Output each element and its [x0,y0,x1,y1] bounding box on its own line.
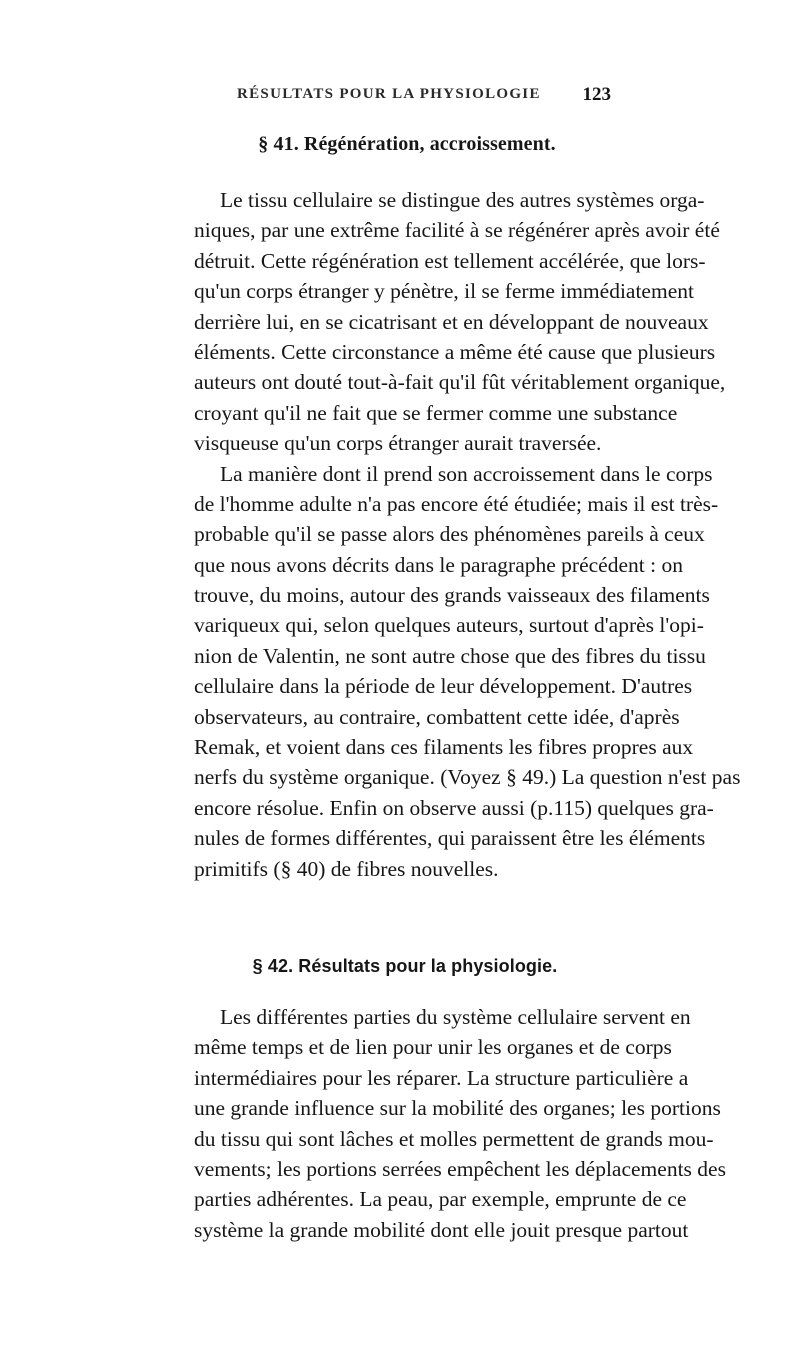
text-line: variqueux qui, selon quelques auteurs, surtout d'après l'opi- [194,613,704,638]
text-line: que nous avons décrits dans le paragraphe précédent : on [194,552,683,577]
text-line: nules de formes différentes, qui paraissent être les éléments [194,826,706,851]
text-line: Les différentes parties du système cellulaire servent en [220,1005,691,1029]
text-line: intermédiaires pour les réparer. La structure particulière a [194,1065,689,1090]
section-41-body [194,185,800,884]
text-line: même temps et de lien pour unir les organes et de corps [194,1035,672,1060]
text-line: primitifs (§ 40) de fibres nouvelles. [194,856,499,881]
text-line: encore résolue. Enfin on observe aussi (p.115) quelques gra- [194,795,714,820]
text-line: cellulaire dans la période de leur développement. D'autres [194,674,693,699]
page-number: 123 [582,84,611,105]
text-line: observateurs, au contraire, combattent cette idée, d'après [194,704,680,729]
section-41-title: § 41. Régénération, accroissement. [258,133,556,155]
text-line: trouve, du moins, autour des grands vaisseaux des filaments [194,583,710,608]
text-line: probable qu'il se passe alors des phénomènes pareils à ceux [194,522,705,547]
text-line: du tissu qui sont lâches et molles permettent de grands mou- [194,1126,714,1151]
text-line: détruit. Cette régénération est tellement accélérée, que lors- [194,248,706,273]
text-line: nion de Valentin, ne sont autre chose que des fibres du tissu [194,643,706,668]
text-line: nerfs du système organique. (Voyez § 49.) La question n'est pas [194,765,741,790]
running-title: RÉSULTATS POUR LA PHYSIOLOGIE [237,86,541,102]
text-line: qu'un corps étranger y pénètre, il se ferme immédiatement [194,279,694,304]
text-line: Remak, et voient dans ces filaments les fibres propres aux [194,735,694,760]
text-line: visqueuse qu'un corps étranger aurait traversée. [194,431,602,456]
text-line: La manière dont il prend son accroissement dans le corps [220,461,713,486]
section-42-title: § 42. Résultats pour la physiologie. [252,956,558,976]
text-line: vements; les portions serrées empêchent les déplacements des [194,1156,726,1181]
text-line: de l'homme adulte n'a pas encore été étudiée; mais il est très- [194,491,719,516]
running-head [237,84,637,110]
text-line: croyant qu'il ne fait que se fermer comme une substance [194,400,678,425]
text-line: parties adhérentes. La peau, par exemple, emprunte de ce [194,1187,687,1212]
section-42-body [194,1002,800,1245]
text-line: une grande influence sur la mobilité des organes; les portions [194,1096,721,1121]
text-line: niques, par une extrême facilité à se régénérer après avoir été [194,218,720,243]
text-line: derrière lui, en se cicatrisant et en développant de nouveaux [194,309,709,334]
text-line: auteurs ont douté tout-à-fait qu'il fût véritablement organique, [194,370,726,395]
text-line: Le tissu cellulaire se distingue des autres systèmes orga- [220,188,705,212]
text-line: système la grande mobilité dont elle jouit presque partout [194,1217,689,1242]
text-line: éléments. Cette circonstance a même été cause que plusieurs [194,339,716,364]
